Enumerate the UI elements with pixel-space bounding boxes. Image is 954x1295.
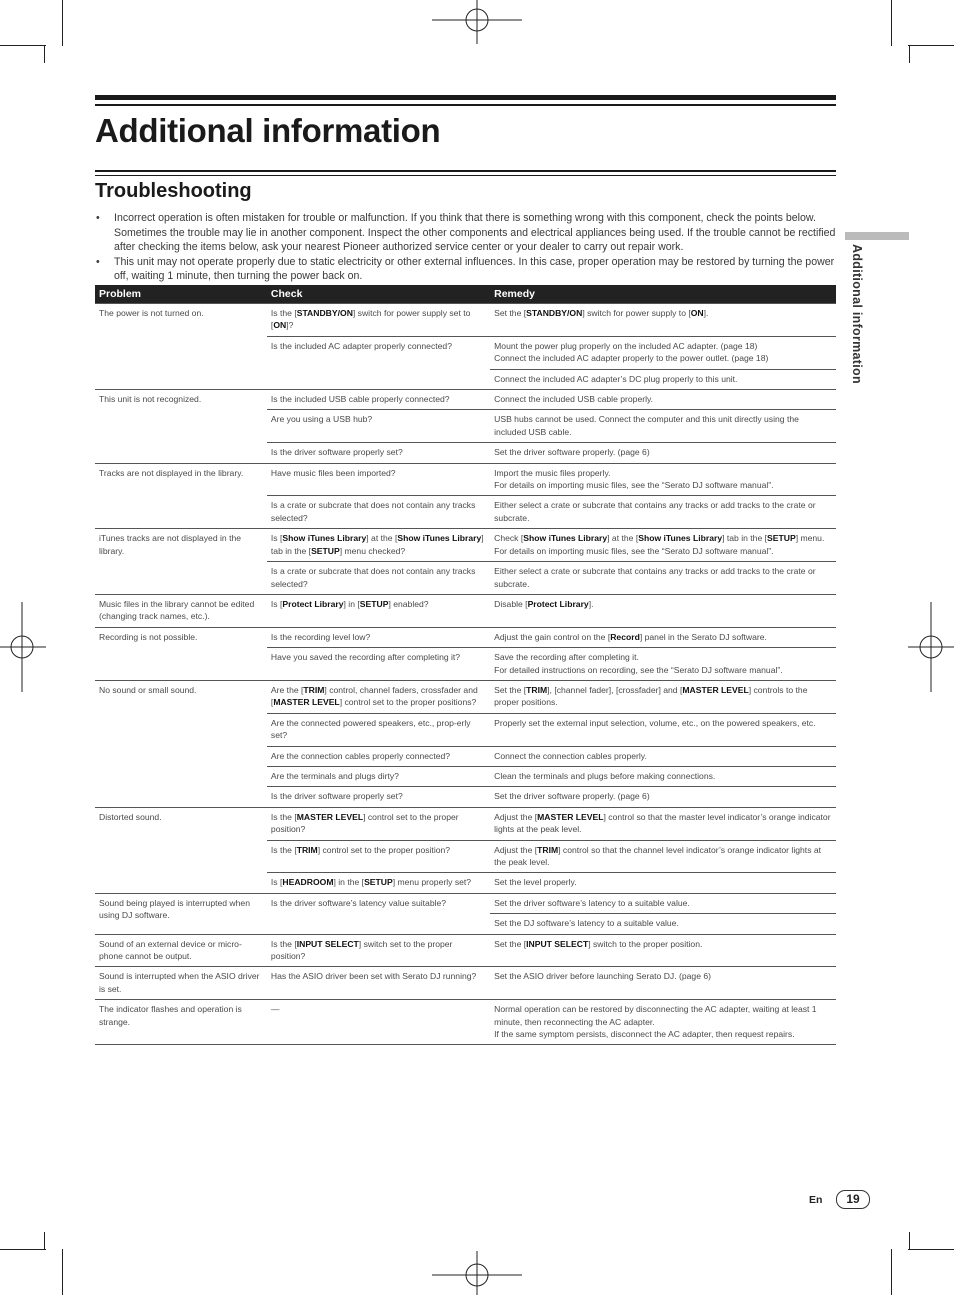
- remedy-cell: Connect the included AC adapter’s DC plug properly to this unit.: [490, 369, 836, 389]
- problem-cell: Music files in the library cannot be edited (changing track names, etc.).: [95, 594, 267, 627]
- remedy-cell: Connect the connection cables properly.: [490, 746, 836, 766]
- crop-mark: [891, 1249, 892, 1295]
- table-row: [95, 594, 836, 627]
- remedy-cell: Disable [Protect Library].: [490, 594, 836, 627]
- crop-mark: [909, 1232, 910, 1249]
- check-cell: Are the [TRIM] control, channel faders, crossfader and [MASTER LEVEL] control set to the proper positions?: [267, 680, 490, 713]
- remedy-cell: Check [Show iTunes Library] at the [Show iTunes Library] tab in the [SETUP] menu. For details on importing music files, see the “Serato DJ software manual”.: [490, 529, 836, 562]
- check-cell: Is the included AC adapter properly connected?: [267, 336, 490, 389]
- remedy-cell: Set the [STANDBY/ON] switch for power supply to [ON].: [490, 304, 836, 337]
- remedy-cell: Set the driver software properly. (page 6): [490, 787, 836, 807]
- remedy-cell: USB hubs cannot be used. Connect the computer and this unit directly using the included USB cable.: [490, 410, 836, 443]
- problem-cell: No sound or small sound.: [95, 680, 267, 807]
- intro-bullet: • This unit may not operate properly due to static electricity or other external influences. In this case, proper operation may be restored by turning the power off, waiting 1 minute, then turning the power back on.: [96, 255, 835, 282]
- title-rule: [95, 175, 836, 176]
- remedy-cell: Connect the included USB cable properly.: [490, 390, 836, 410]
- table-row: [95, 529, 836, 562]
- check-cell: Has the ASIO driver been set with Serato DJ running?: [267, 967, 490, 1000]
- check-cell: Is the included USB cable properly connected?: [267, 390, 490, 410]
- check-cell: Is [HEADROOM] in the [SETUP] menu properly set?: [267, 873, 490, 893]
- table-row: [95, 304, 836, 337]
- remedy-cell: Set the level properly.: [490, 873, 836, 893]
- check-cell: Is the driver software’s latency value suitable?: [267, 893, 490, 934]
- check-cell: Is the [INPUT SELECT] switch set to the proper position?: [267, 934, 490, 967]
- remedy-cell: Clean the terminals and plugs before making connections.: [490, 766, 836, 786]
- problem-cell: iTunes tracks are not displayed in the library.: [95, 529, 267, 595]
- problem-cell: Sound being played is interrupted when using DJ software.: [95, 893, 267, 934]
- table-row: [95, 893, 836, 913]
- table-row: [95, 680, 836, 713]
- problem-cell: Recording is not possible.: [95, 627, 267, 680]
- check-cell: Are the connected powered speakers, etc., prop-erly set?: [267, 713, 490, 746]
- crop-mark: [909, 46, 910, 63]
- table-row: [95, 967, 836, 1000]
- check-cell: Have music files been imported?: [267, 463, 490, 496]
- problem-cell: The indicator flashes and operation is strange.: [95, 1000, 267, 1045]
- problem-cell: Tracks are not displayed in the library.: [95, 463, 267, 529]
- remedy-cell: Import the music files properly. For details on importing music files, see the “Serato DJ software manual”.: [490, 463, 836, 496]
- remedy-cell: Set the driver software’s latency to a suitable value.: [490, 893, 836, 913]
- check-cell: Is a crate or subcrate that does not contain any tracks selected?: [267, 562, 490, 595]
- remedy-cell: Save the recording after completing it. For detailed instructions on recording, see the “Serato DJ software manual”.: [490, 648, 836, 681]
- check-cell: Is a crate or subcrate that does not contain any tracks selected?: [267, 496, 490, 529]
- check-cell: Is the [MASTER LEVEL] control set to the proper position?: [267, 807, 490, 840]
- page-title: Additional information: [95, 112, 441, 149]
- check-cell: Is the driver software properly set?: [267, 443, 490, 463]
- column-header: Problem: [95, 285, 267, 304]
- table-row: [95, 627, 836, 647]
- column-header: Remedy: [490, 285, 836, 304]
- check-cell: Are you using a USB hub?: [267, 410, 490, 443]
- remedy-cell: Normal operation can be restored by disconnecting the AC adapter, waiting at least 1 minute, then reconnecting the AC adapter. If the same symptom persists, disconnect the AC adapter, then request repairs.: [490, 1000, 836, 1045]
- footer-language: En: [809, 1194, 823, 1206]
- title-rule: [95, 95, 836, 100]
- remedy-cell: Properly set the external input selection, volume, etc., on the powered speakers, etc.: [490, 713, 836, 746]
- check-cell: Are the connection cables properly connected?: [267, 746, 490, 766]
- crop-mark: [62, 1249, 63, 1295]
- problem-cell: Distorted sound.: [95, 807, 267, 893]
- check-cell: Is the recording level low?: [267, 627, 490, 647]
- check-cell: Is the [TRIM] control set to the proper position?: [267, 840, 490, 873]
- check-cell: —: [267, 1000, 490, 1045]
- check-cell: Is the driver software properly set?: [267, 787, 490, 807]
- remedy-cell: Set the driver software properly. (page 6): [490, 443, 836, 463]
- remedy-cell: Adjust the [TRIM] control so that the channel level indicator’s orange indicator lights at the peak level.: [490, 840, 836, 873]
- registration-mark-icon: [0, 602, 46, 692]
- crop-mark: [908, 1249, 954, 1250]
- crop-mark: [62, 0, 63, 46]
- page-number: 19: [836, 1190, 870, 1209]
- troubleshooting-table: [95, 285, 836, 1045]
- column-header: Check: [267, 285, 490, 304]
- remedy-cell: Set the ASIO driver before launching Serato DJ. (page 6): [490, 967, 836, 1000]
- crop-mark: [44, 1232, 45, 1249]
- intro-bullet: • Incorrect operation is often mistaken for trouble or malfunction. If you think that there is something wrong with this component, check the points below. Sometimes the trouble may lie in another component. Inspect the other components and electrical appliances being used. If the trouble cannot be rectified after checking the items below, ask your nearest Pioneer authorized service center or your dealer to carry out repair work.: [96, 212, 836, 253]
- registration-mark-icon: [432, 1251, 522, 1295]
- remedy-cell: Either select a crate or subcrate that contains any tracks or add tracks to the crate or subcrate.: [490, 562, 836, 595]
- remedy-cell: Set the DJ software’s latency to a suitable value.: [490, 914, 836, 934]
- title-rule: [95, 170, 836, 172]
- table-header-row: [95, 285, 836, 304]
- table-row: [95, 463, 836, 496]
- problem-cell: The power is not turned on.: [95, 304, 267, 390]
- registration-mark-icon: [908, 602, 954, 692]
- remedy-cell: Adjust the gain control on the [Record] panel in the Serato DJ software.: [490, 627, 836, 647]
- side-tab-label: Additional information: [850, 244, 864, 384]
- crop-mark: [891, 0, 892, 46]
- section-title: Troubleshooting: [95, 180, 252, 202]
- problem-cell: This unit is not recognized.: [95, 390, 267, 464]
- title-rule: [95, 104, 836, 106]
- check-cell: Is [Protect Library] in [SETUP] enabled?: [267, 594, 490, 627]
- intro-bullets: [95, 211, 836, 284]
- check-cell: Is [Show iTunes Library] at the [Show iTunes Library] tab in the [SETUP] menu checked?: [267, 529, 490, 562]
- remedy-cell: Set the [INPUT SELECT] switch to the proper position.: [490, 934, 836, 967]
- remedy-cell: Either select a crate or subcrate that contains any tracks or add tracks to the crate or subcrate.: [490, 496, 836, 529]
- check-cell: Have you saved the recording after completing it?: [267, 648, 490, 681]
- remedy-cell: Adjust the [MASTER LEVEL] control so that the master level indicator’s orange indicator lights at the peak level.: [490, 807, 836, 840]
- table-row: [95, 934, 836, 967]
- check-cell: Is the [STANDBY/ON] switch for power supply set to [ON]?: [267, 304, 490, 337]
- crop-mark: [908, 45, 954, 46]
- side-tab: [845, 232, 909, 240]
- remedy-cell: Set the [TRIM], [channel fader], [crossfader] and [MASTER LEVEL] controls to the proper positions.: [490, 680, 836, 713]
- crop-mark: [0, 45, 46, 46]
- registration-mark-icon: [432, 0, 522, 44]
- table-body: [95, 304, 836, 1045]
- check-cell: Are the terminals and plugs dirty?: [267, 766, 490, 786]
- crop-mark: [0, 1249, 46, 1250]
- table-row: [95, 390, 836, 410]
- table-row: [95, 1000, 836, 1045]
- problem-cell: Sound is interrupted when the ASIO driver is set.: [95, 967, 267, 1000]
- crop-mark: [44, 46, 45, 63]
- problem-cell: Sound of an external device or micro-phone cannot be output.: [95, 934, 267, 967]
- table-row: [95, 807, 836, 840]
- remedy-cell: Mount the power plug properly on the included AC adapter. (page 18) Connect the included AC adapter properly to the power outlet. (page 18): [490, 336, 836, 369]
